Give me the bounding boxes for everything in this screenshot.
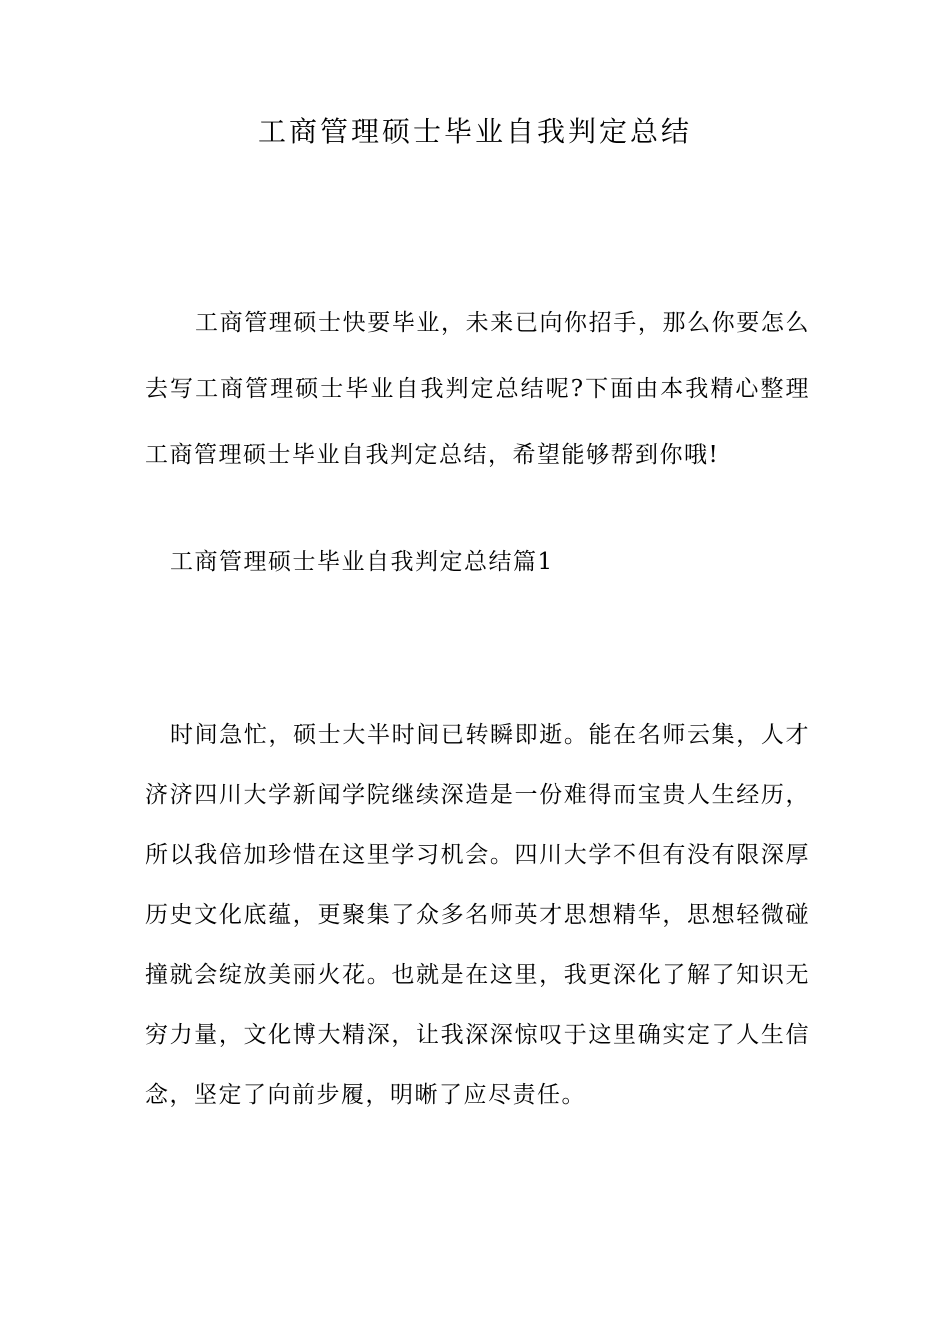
body-paragraph: 时间急忙，硕士大半时间已转瞬即逝。能在名师云集，人才济济四川大学新闻学院继续深造是一份难得而宝贵人生经历，所以我倍加珍惜在这里学习机会。四川大学不但有没有限深厚历史文化底蕴，更聚集了众多名师英才思想精华，思想轻微碰撞就会绽放美丽火花。也就是在这里，我更深化了解了知识无穷力量，文化博大精深，让我深深惊叹于这里确实定了人生信念，坚定了向前步履，明晰了应尽责任。 (145, 722, 810, 1108)
document-title: 工商管理硕士毕业自我判定总结 (257, 115, 692, 148)
section-heading: 工商管理硕士毕业自我判定总结篇1 (170, 549, 554, 575)
intro-paragraph: 工商管理硕士快要毕业，未来已向你招手，那么你要怎么去写工商管理硕士毕业自我判定总结呢?下面由本我精心整理工商管理硕士毕业自我判定总结，希望能够帮到你哦! (145, 310, 810, 468)
